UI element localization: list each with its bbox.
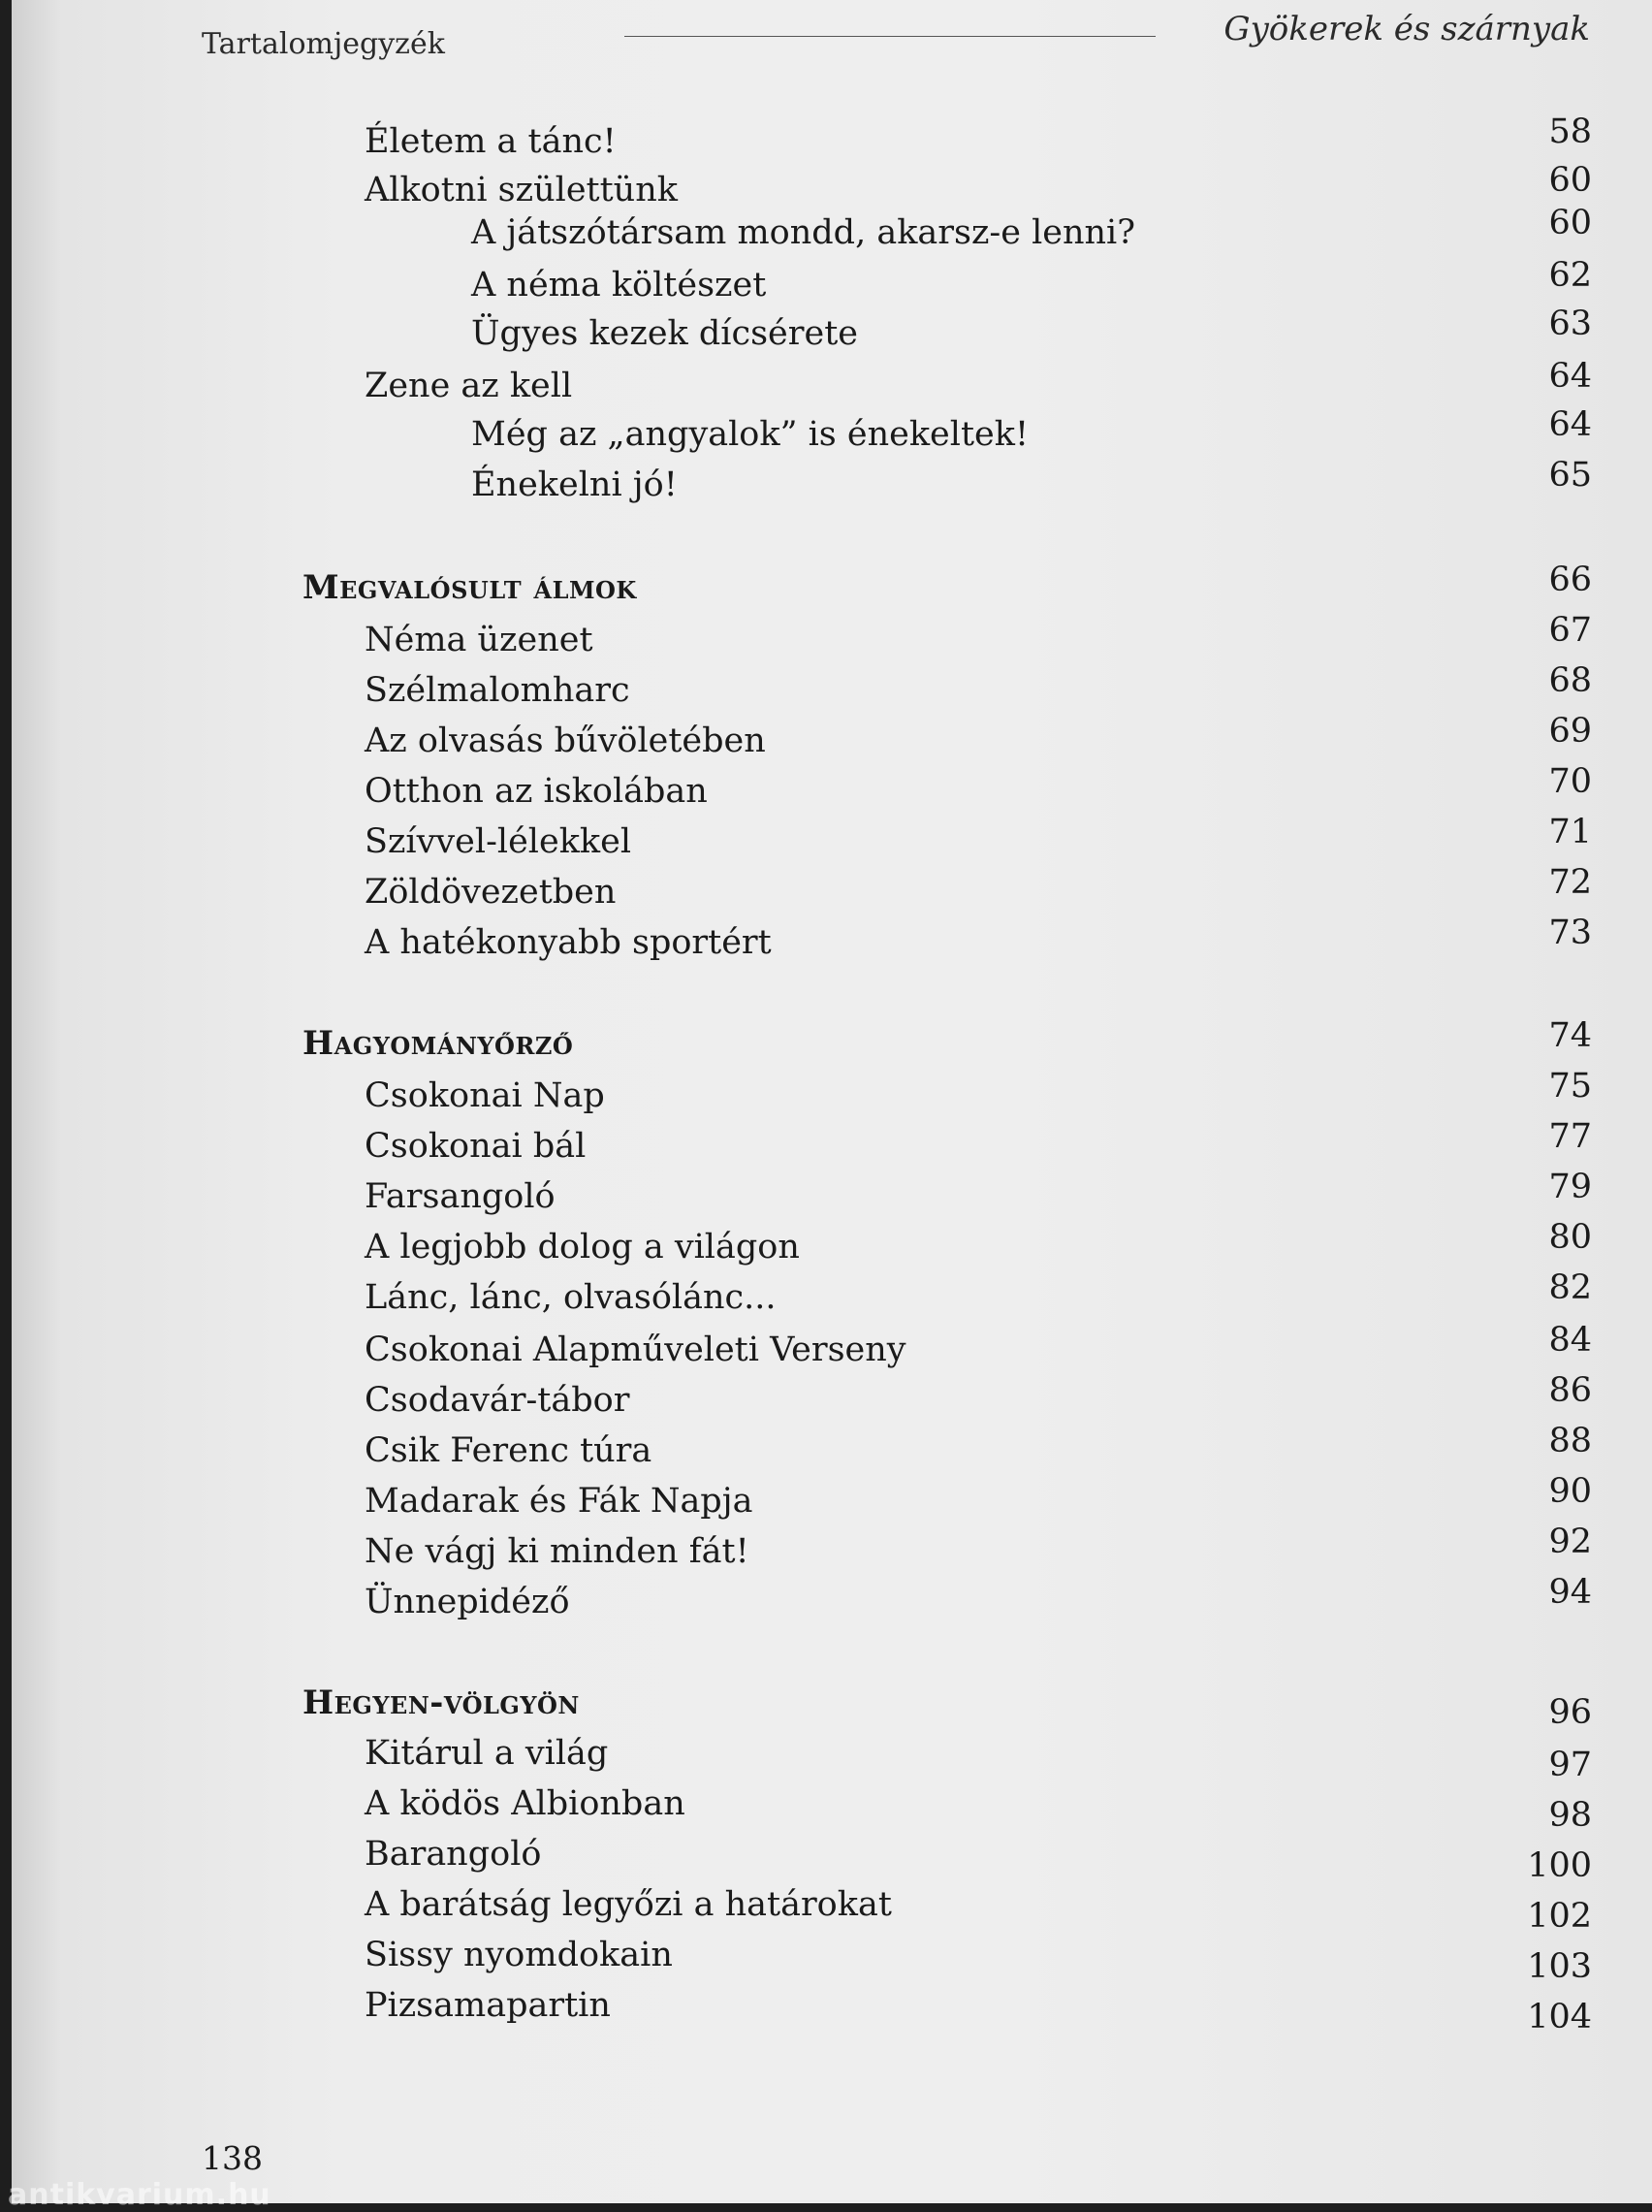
- toc-section-heading: [12, 561, 1652, 619]
- toc-entry-title: Ügyes kezek dícsérete: [471, 314, 858, 353]
- toc-entry-title: Még az „angyalok” is énekeltek!: [471, 415, 1030, 454]
- toc-entry-page: 69: [1548, 712, 1592, 751]
- toc-entry-title: Farsangoló: [365, 1177, 556, 1216]
- toc-entry-title: Madarak és Fák Napja: [365, 1482, 753, 1521]
- toc-entry-page: 94: [1548, 1573, 1592, 1612]
- toc-entry-page: 66: [1548, 561, 1592, 599]
- toc-entry-page: 80: [1548, 1218, 1592, 1257]
- toc-entry: [12, 1168, 1652, 1228]
- toc-entry-page: 64: [1548, 357, 1592, 396]
- toc-entry: [12, 1734, 1652, 1784]
- running-header-right: Gyökerek és szárnyak: [1223, 10, 1590, 48]
- toc-entry: [12, 1117, 1652, 1177]
- toc-entry-page: 62: [1548, 256, 1592, 295]
- toc-entry: [12, 914, 1652, 974]
- toc-entry-page: 84: [1548, 1321, 1592, 1360]
- toc-entry: [12, 712, 1652, 772]
- toc-section-heading: [12, 1016, 1652, 1074]
- toc-entry-title: Életem a tánc!: [365, 122, 617, 161]
- toc-entry: [12, 1835, 1652, 1885]
- toc-entry: [12, 1371, 1652, 1431]
- toc-entry: [12, 1218, 1652, 1278]
- toc-entry-title: A barátság legyőzi a határokat: [365, 1885, 892, 1924]
- toc-entry-page: 96: [1548, 1693, 1592, 1732]
- toc-entry-page: 58: [1548, 112, 1592, 151]
- toc-entry-title: Ünnepidéző: [365, 1583, 570, 1621]
- toc-entry-page: 98: [1548, 1796, 1592, 1835]
- toc-entry-title: A hatékonyabb sportért: [365, 923, 772, 962]
- toc-entry-page: 72: [1548, 863, 1592, 902]
- toc-entry-title: Énekelni jó!: [471, 465, 678, 504]
- toc-entry-page: 65: [1548, 456, 1592, 495]
- toc-entry: [12, 863, 1652, 923]
- toc-entry-title: Kitárul a világ: [365, 1734, 609, 1773]
- toc-entry-title: Ne vágj ki minden fát!: [365, 1532, 749, 1571]
- toc-entry-page: 77: [1548, 1117, 1592, 1156]
- toc-section-title: Hagyományőrző: [302, 1024, 574, 1063]
- toc-entry-page: 88: [1548, 1422, 1592, 1460]
- toc-entry-page: 75: [1548, 1067, 1592, 1106]
- toc-entry: [12, 661, 1652, 721]
- toc-entry: [12, 256, 1652, 316]
- toc-entry-title: Sissy nyomdokain: [365, 1936, 673, 1974]
- toc-entry-page: 63: [1548, 305, 1592, 343]
- toc-entry-title: Az olvasás bűvöletében: [365, 721, 766, 760]
- toc-entry-page: 73: [1548, 914, 1592, 952]
- toc-entry-page: 92: [1548, 1523, 1592, 1561]
- toc-entry-title: Csokonai bál: [365, 1127, 587, 1166]
- toc-entry-page: 74: [1548, 1016, 1592, 1055]
- toc-entry-title: Pizsamapartin: [365, 1986, 611, 2025]
- toc-entry-title: Néma üzenet: [365, 621, 593, 659]
- toc-entry-title: A játszótársam mondd, akarsz-e lenni?: [471, 213, 1136, 252]
- toc-entry-page: 102: [1527, 1897, 1592, 1936]
- toc-entry-title: A néma költészet: [471, 266, 767, 305]
- toc-entry-page: 60: [1548, 204, 1592, 242]
- toc-entry: [12, 1268, 1652, 1329]
- header-rule: [624, 36, 1156, 37]
- toc-entry-title: Lánc, lánc, olvasólánc...: [365, 1278, 777, 1317]
- toc-entry-page: 64: [1548, 405, 1592, 444]
- toc-entry: [12, 1472, 1652, 1532]
- toc-entry-title: Csokonai Alapműveleti Verseny: [365, 1330, 906, 1369]
- toc-entry: [12, 762, 1652, 822]
- toc-section-title: Hegyen-völgyön: [302, 1683, 580, 1722]
- toc-entry-title: Csokonai Nap: [365, 1076, 605, 1115]
- toc-entry-title: Barangoló: [365, 1835, 542, 1874]
- toc-entry: [12, 1986, 1652, 2036]
- toc-entry: [12, 1573, 1652, 1633]
- toc-entry-page: 60: [1548, 161, 1592, 200]
- toc-entry-page: 90: [1548, 1472, 1592, 1511]
- toc-entry-page: 97: [1548, 1746, 1592, 1784]
- toc-entry: [12, 1067, 1652, 1127]
- toc-entry-page: 104: [1527, 1998, 1592, 2036]
- toc-entry: [12, 112, 1652, 173]
- toc-entry: [12, 305, 1652, 365]
- toc-entry-title: Otthon az iskolában: [365, 772, 708, 811]
- toc-entry-title: A ködös Albionban: [365, 1784, 685, 1823]
- toc-entry-title: Zene az kell: [365, 367, 573, 405]
- toc-entry-page: 67: [1548, 611, 1592, 650]
- watermark-text: antikvarium.hu: [8, 2178, 271, 2212]
- toc-section-heading: [12, 1683, 1652, 1734]
- toc-entry-page: 86: [1548, 1371, 1592, 1410]
- toc-entry-page: 71: [1548, 813, 1592, 851]
- toc-entry-page: 100: [1527, 1846, 1592, 1885]
- toc-entry-page: 70: [1548, 762, 1592, 801]
- toc-entry: [12, 405, 1652, 465]
- toc-entry: [12, 1936, 1652, 1986]
- toc-entry: [12, 1422, 1652, 1482]
- toc-entry: [12, 204, 1652, 264]
- toc-entry: [12, 357, 1652, 417]
- toc-entry-page: 103: [1527, 1947, 1592, 1986]
- toc-entry: [12, 1321, 1652, 1381]
- toc-entry: [12, 1784, 1652, 1835]
- page-number: 138: [202, 2139, 263, 2177]
- toc-entry-title: Alkotni születtünk: [365, 171, 678, 209]
- toc-entry-page: 68: [1548, 661, 1592, 700]
- toc-entry: [12, 1885, 1652, 1936]
- toc-section-title: Megvalósult álmok: [302, 568, 637, 607]
- toc-entry-title: Szélmalomharc: [365, 671, 630, 710]
- toc-entry-title: Szívvel-lélekkel: [365, 822, 632, 861]
- book-page: [8, 0, 1652, 2212]
- toc-entry-page: 82: [1548, 1268, 1592, 1307]
- toc-entry: [12, 813, 1652, 873]
- toc-entry: [12, 456, 1652, 516]
- running-header-left: Tartalomjegyzék: [202, 27, 445, 61]
- toc-entry-title: Csodavár-tábor: [365, 1381, 630, 1420]
- toc-entry-title: A legjobb dolog a világon: [365, 1228, 800, 1266]
- toc-entry: [12, 1523, 1652, 1583]
- toc-entry-page: 79: [1548, 1168, 1592, 1206]
- toc-entry-title: Zöldövezetben: [365, 873, 617, 912]
- toc-entry-title: Csik Ferenc túra: [365, 1431, 652, 1470]
- toc-entry: [12, 611, 1652, 671]
